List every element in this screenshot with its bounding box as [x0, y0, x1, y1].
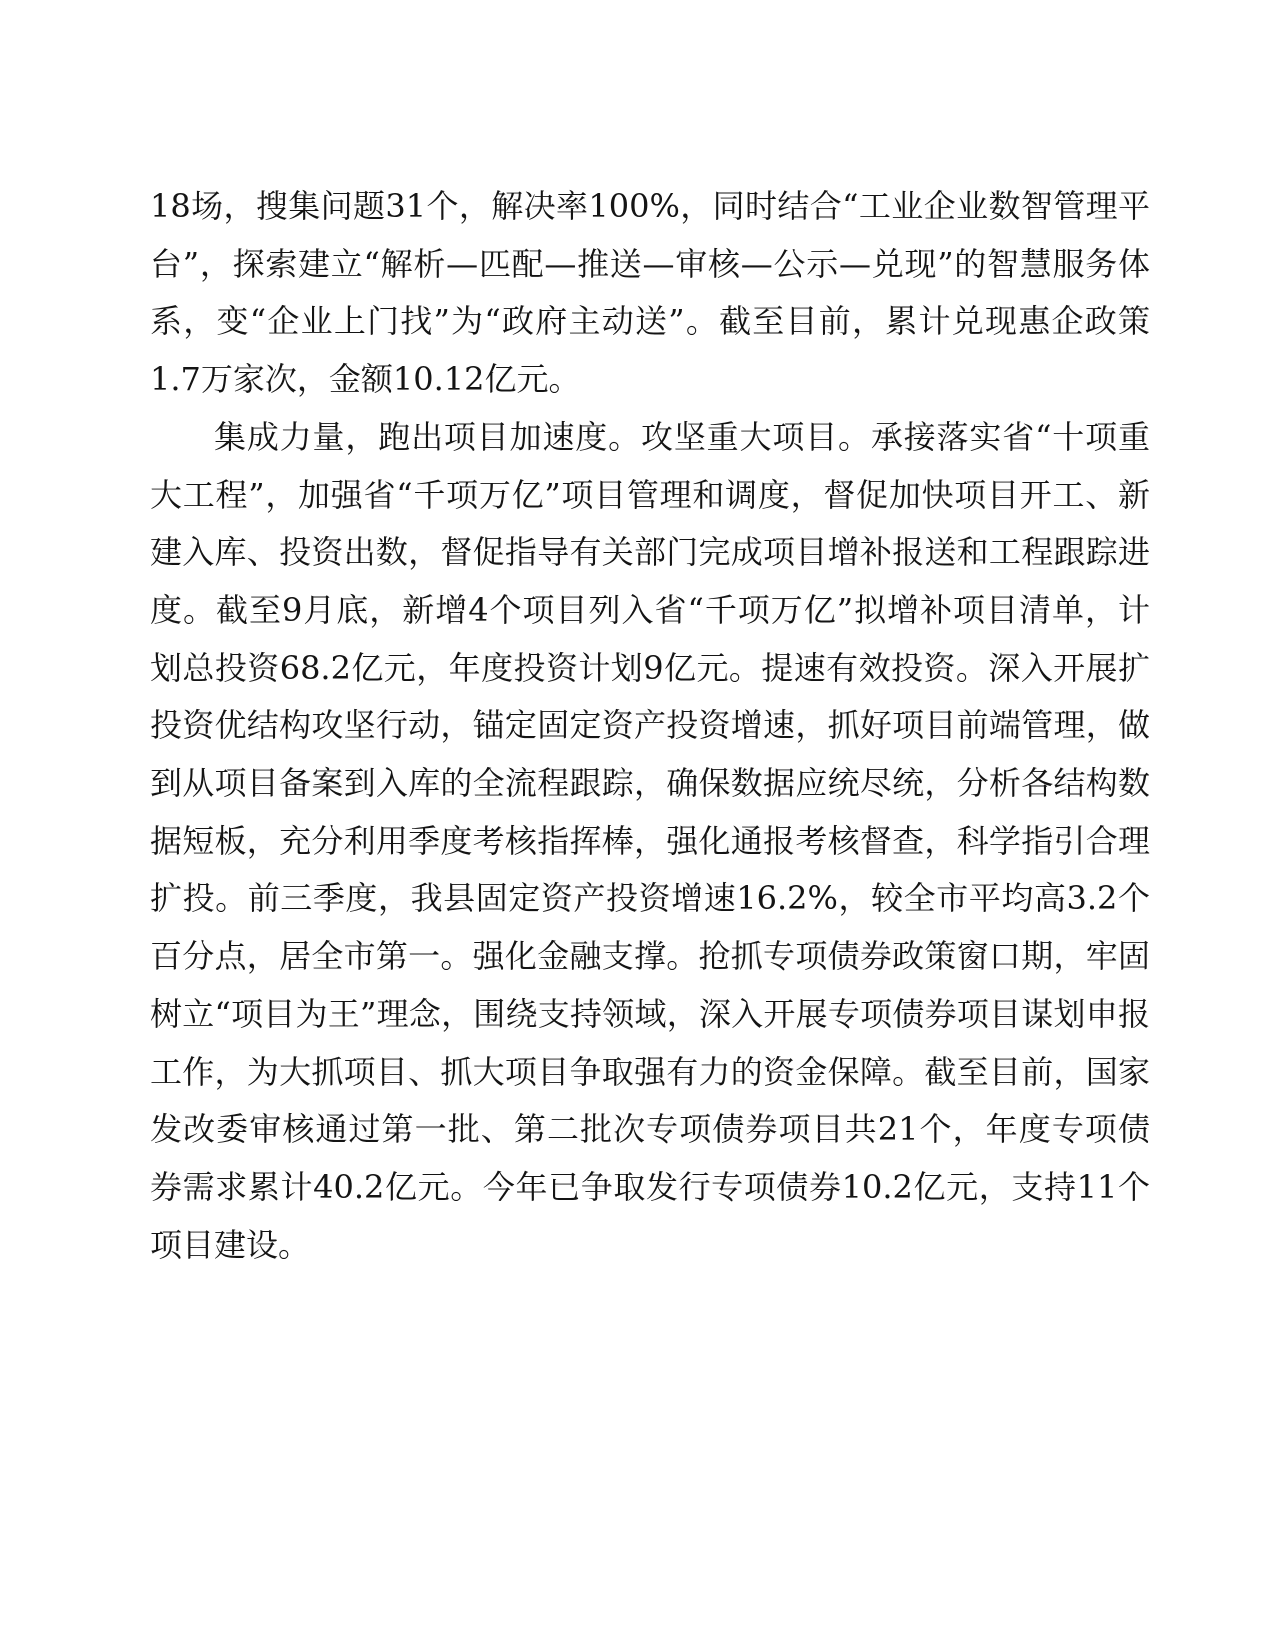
document-body [150, 178, 1150, 1274]
paragraph-continuation: 18场，搜集问题31个，解决率100%，同时结合“工业企业数智管理平台”，探索建立“解析—匹配—推送—审核—公示—兑现”的智慧服务体系，变“企业上门找”为“政府主动送”。截至目前，累计兑现惠企政策1.7万家次，金额10.12亿元。 [150, 187, 1150, 399]
paragraph-project-acceleration: 集成力量，跑出项目加速度。攻坚重大项目。承接落实省“十项重大工程”，加强省“千项万亿”项目管理和调度，督促加快项目开工、新建入库、投资出数，督促指导有关部门完成项目增补报送和工程跟踪进度。截至9月底，新增4个项目列入省“千项万亿”拟增补项目清单，计划总投资68.2亿元，年度投资计划9亿元。提速有效投资。深入开展扩投资优结构攻坚行动，锚定固定资产投资增速，抓好项目前端管理，做到从项目备案到入库的全流程跟踪，确保数据应统尽统，分析各结构数据短板，充分利用季度考核指挥棒，强化通报考核督查，科学指引合理扩投。前三季度，我县固定资产投资增速16.2%，较全市平均高3.2个百分点，居全市第一。强化金融支撑。抢抓专项债券政策窗口期，牢固树立“项目为王”理念，围绕支持领域，深入开展专项债券项目谋划申报工作，为大抓项目、抓大项目争取强有力的资金保障。截至目前，国家发改委审核通过第一批、第二批次专项债券项目共21个，年度专项债券需求累计40.2亿元。今年已争取发行专项债券10.2亿元，支持11个项目建设。 [150, 417, 1150, 1264]
